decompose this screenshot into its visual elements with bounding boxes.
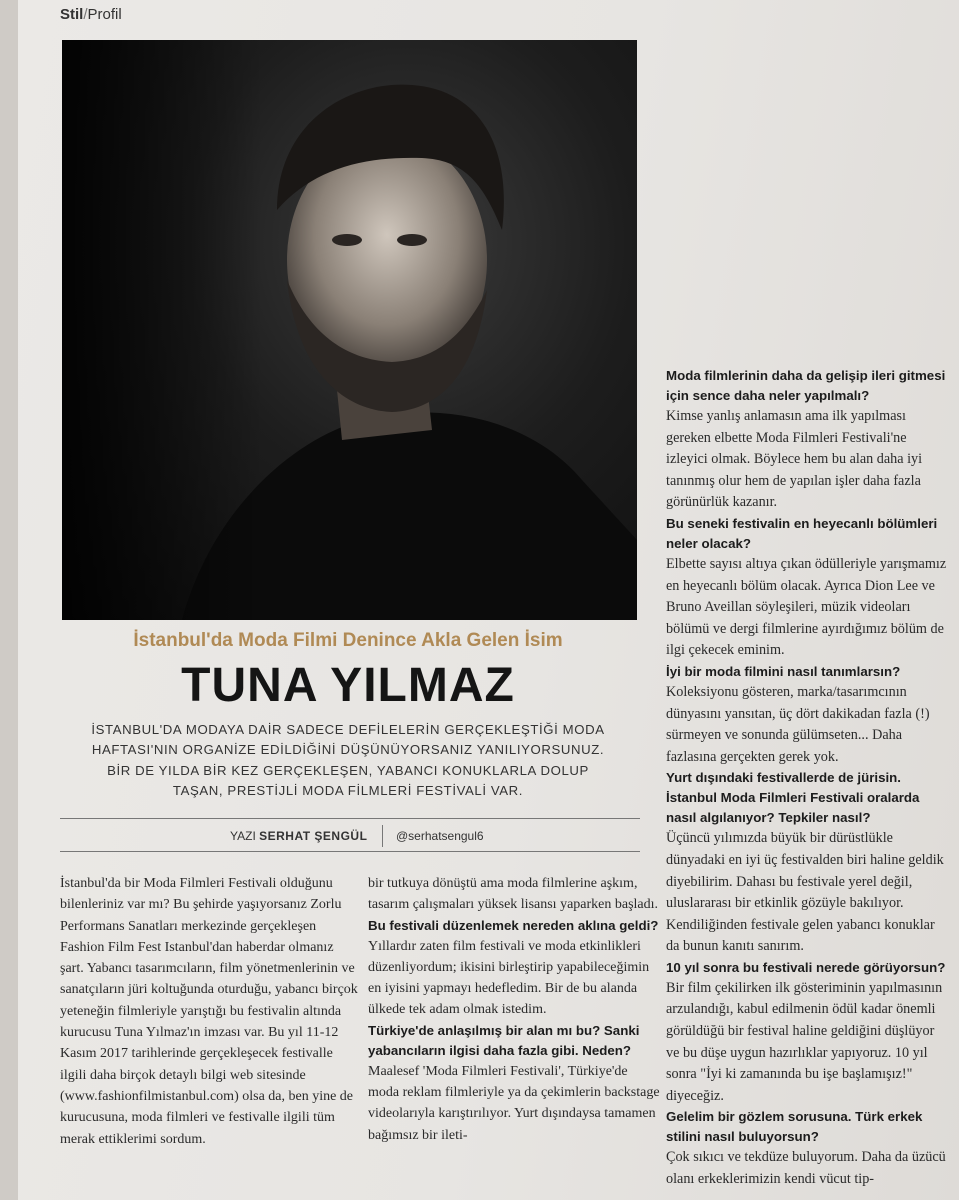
byline-author: SERHAT ŞENGÜL: [259, 829, 368, 843]
article-subhead: İstanbul'da Moda Filmi Denince Akla Gelen İsim: [133, 630, 563, 651]
question-heading: İyi bir moda filmini nasıl tanımlarsın?: [666, 663, 901, 679]
left-column: [60, 873, 360, 1150]
section-name: Stil: [60, 6, 84, 23]
portrait-illustration: [62, 40, 637, 620]
question-heading: Bu seneki festivalin en heyecanlı bölümleri neler olacak?: [666, 515, 938, 551]
subsection-name: Profil: [87, 6, 122, 23]
article-headline: TUNA YILMAZ: [181, 659, 515, 712]
question-heading: Moda filmlerinin daha da gelişip ileri gitmesi için sence daha neler yapılmalı?: [666, 368, 946, 403]
right-column: [666, 366, 951, 1191]
intro-paragraph: İstanbul'da bir Moda Filmleri Festivali olduğunu bilenleriniz var mı? Bu şehirde yaşıyorsanız Zorlu Performans Sanatları merkezinde gerçekleşen Fashion Film Fest Istanbul'dan haberdar olmanız şart. Yabancı tasarımcıların, film yönetmenlerinin ve sanatçıların jüri koltuğunda oturduğu, yabancı birçok yeteneğin filmleriyle yarıştığı bu festivalin altında kurucusu Tuna Yılmaz'ın imzası var. Bu yıl 11-12 Kasım 2017 tarihlerinde gerçekleşecek festivalle ilgili daha birçok detaylı bilgi web sitesinde (www.fashionfilmistanbul.com) olsa da, ben yine de kurucusuna, moda filmleri ve festivalle ilgili tüm merak ettiklerimi sordum.: [60, 876, 358, 1147]
answer-text: Bir film çekilirken ilk gösteriminin yapılmasının arzulandığı, kabul edilmenin ödül kadar önemli görüldüğü bir festival haline geldiğini düşlüyor ve bu düşe uygun hazırlıklar yapıyoruz. 10 yıl sonra "İyi ki zamanında bu işe başlamışız!" diyeceğiz.: [666, 979, 943, 1104]
answer-text: Çok sıkıcı ve tekdüze buluyorum. Daha da üzücü olanı erkeklerimizin kendi vücut tip-: [666, 1149, 946, 1188]
section-separator: /: [83, 6, 88, 23]
section-label: [60, 6, 122, 23]
question-heading: Yurt dışındaki festivallerde de jürisin. İstanbul Moda Filmleri Festivali oralarda nasıl algılanıyor? Tepkiler nasıl?: [666, 770, 920, 826]
answer-text: Elbette sayısı altıya çıkan ödülleriyle yarışmamız en heyecanlı bölüm olacak. Ayrıca Dion Lee ve Bruno Aveillan söyleşileri, müzik videoları bölümü ve dergi filmlerine ayırdığımız bölüm de ilgi çekecek eminim.: [666, 555, 947, 659]
answer-text: Üçüncü yılımızda büyük bir dürüstlükle dünyadaki en iyi üç festivalden biri haline geldik diyebilirim. Dahası bu festivale yerel değil, uluslararası bir etkinlik gözüyle bakılıyor. Kendiliğinden festivale gelen yabancı konuklar da bunun kanıtı sanırım.: [666, 830, 944, 955]
answer-text: Kimse yanlış anlamasın ama ilk yapılması gereken elbette Moda Filmleri Festivali'ne izleyici olmak. Böylece hem bu alan daha iyi tanınmış olur hem de yapılan işler daha fazla görünürlük kazanır.: [666, 408, 923, 511]
middle-column: [368, 873, 660, 1146]
question-heading: Türkiye'de anlaşılmış bir alan mı bu? Sanki yabancıların ilgisi daha fazla gibi. Neden?: [368, 1022, 640, 1058]
author-handle: @serhatsengul6: [396, 829, 484, 843]
magazine-page: [18, 0, 959, 1200]
answer-text: bir tutkuya dönüştü ama moda filmlerine aşkım, tasarım çalışmaları yüksek lisansı yaparken başladı.: [368, 876, 659, 913]
question-heading: 10 yıl sonra bu festivali nerede görüyorsun?: [666, 959, 946, 975]
question-heading: Gelelim bir gözlem sorusuna. Türk erkek stilini nasıl buluyorsun?: [666, 1109, 923, 1145]
answer-text: Koleksiyonu gösteren, marka/tasarımcının dünyasını yansıtan, üç dört dakikadan fazla (!) sürmeyen ve sonunda gülümseten... Daha fazlasına gerçekten gerek yok.: [666, 683, 930, 765]
portrait-photo: [62, 40, 637, 620]
byline-divider: [382, 825, 383, 847]
answer-text: Yıllardır zaten film festivali ve moda etkinlikleri düzenliyordum; ikisini birleştirip yapabileceğimin en iyisini yapmayı hedefledim. Bir de bu alanda ülkede tek adam olmak istedim.: [368, 938, 650, 1018]
article-deck: İSTANBUL'DA MODAYA DAİR SADECE DEFİLELERİN GERÇEKLEŞTİĞİ MODA HAFTASI'NIN ORGANİZE EDİLDİĞİNİ DÜŞÜNÜYORSANIZ YANILIYORSUNUZ. BİR DE YILDA BİR KEZ GERÇEKLEŞEN, YABANCI KONUKLARLA DOLUP TAŞAN, PRESTİJLİ MODA FİLMLERİ FESTİVALİ VAR.: [91, 722, 605, 799]
byline-bar: [60, 818, 640, 852]
question-heading: Bu festivali düzenlemek nereden aklına geldi?: [368, 917, 659, 933]
byline-label: YAZI: [230, 829, 256, 843]
byline: [230, 829, 367, 843]
answer-text: Maalesef 'Moda Filmleri Festivali', Türkiye'de moda reklam filmleriyle ya da çekimlerin backstage videolarıyla karıştırılıyor. Yurt dışındaysa tamamen bağımsız bir ileti-: [368, 1063, 660, 1143]
